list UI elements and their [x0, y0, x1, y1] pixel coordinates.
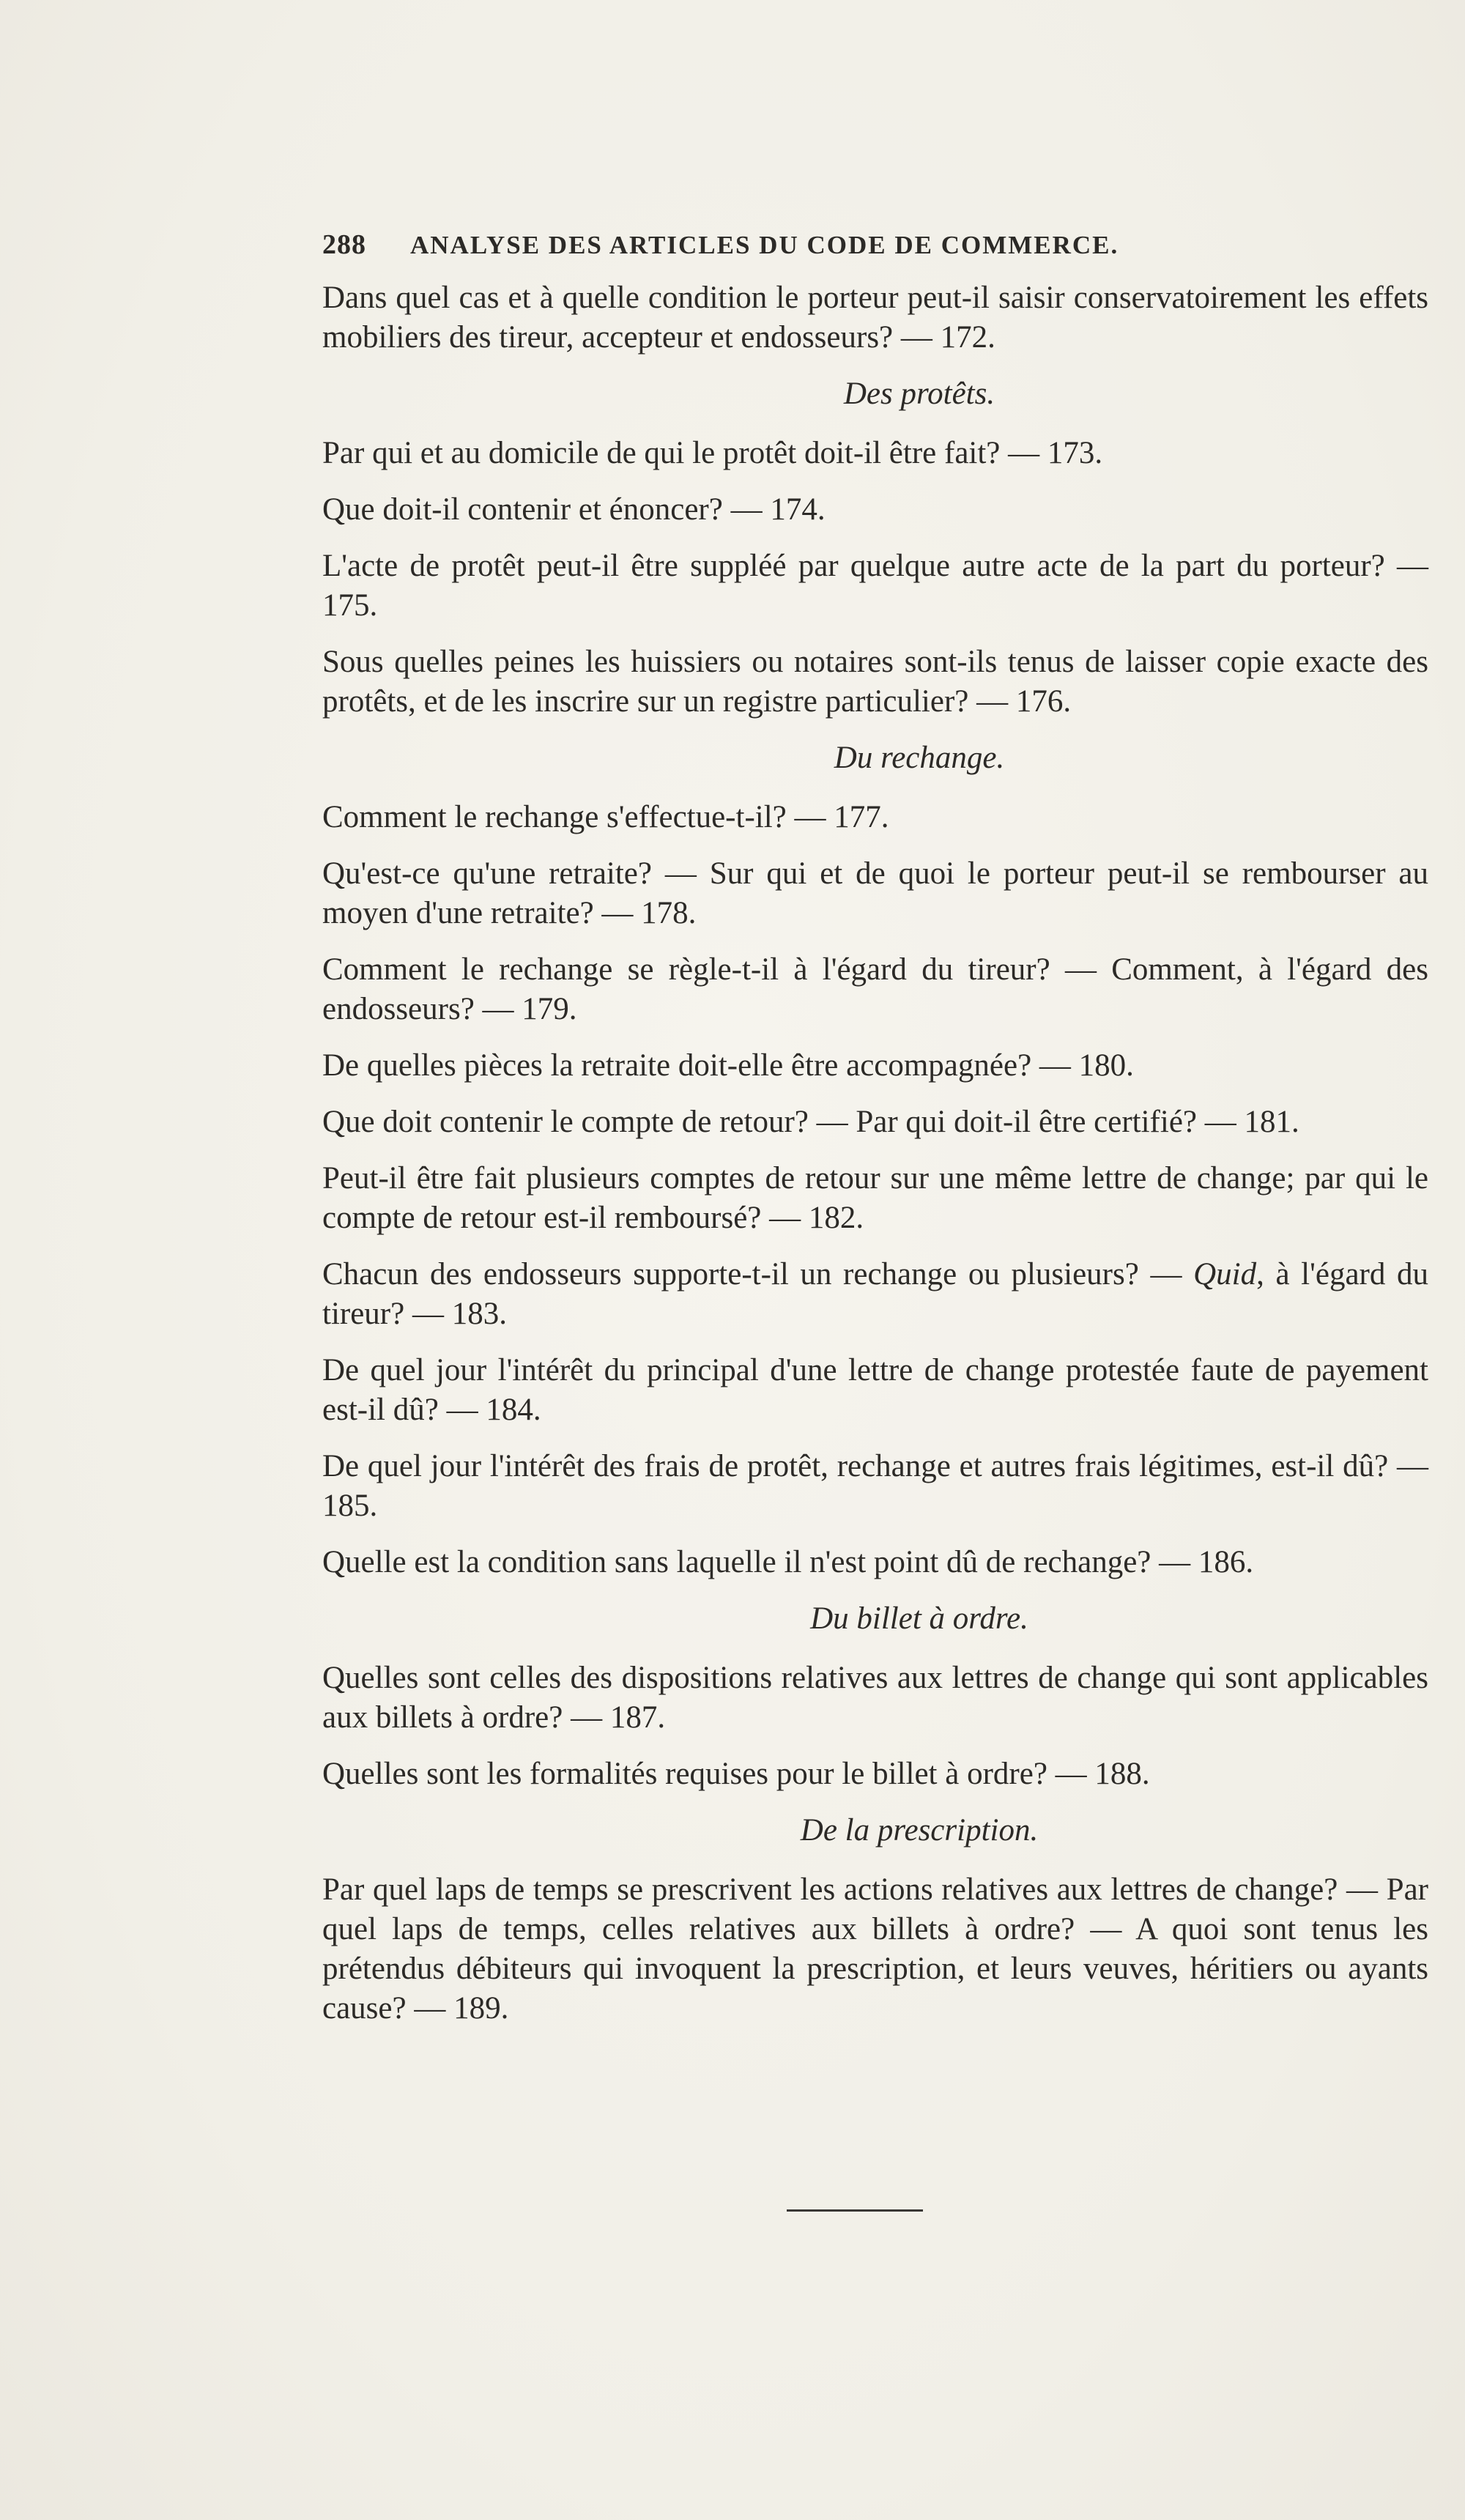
paragraph-189: Par quel laps de temps se prescrivent les actions relatives aux lettres de change? — Par quel laps de temps, celles relatives aux billets à ordre? — A quoi sont tenus les prétendus débiteurs qui invoquent la prescription, et leurs veuves, héritiers ou ayants cause? — 189. [322, 1872, 1428, 2026]
paragraph-183-quid: Quid [1193, 1257, 1257, 1292]
paragraph-183 [322, 1255, 1428, 1334]
paragraph-173: Par qui et au domicile de qui le protêt doit-il être fait? — 173. [322, 436, 1103, 470]
section-title-prescription: De la prescription. [800, 1813, 1039, 1848]
paragraph-172: Dans quel cas et à quelle condition le porteur peut-il saisir conservatoirement les effets mobiliers des tireur, accepteur et endosseurs? — 172. [322, 281, 1428, 355]
paragraph-182: Peut-il être fait plusieurs comptes de retour sur une même lettre de change; par qui le compte de retour est-il remboursé? — 182. [322, 1161, 1428, 1235]
page-body [322, 278, 1428, 2045]
paragraph-188: Quelles sont les formalités requises pour le billet à ordre? — 188. [322, 1757, 1150, 1791]
section-title-rechange: Du rechange. [834, 741, 1005, 775]
paragraph-178: Qu'est-ce qu'une retraite? — Sur qui et de quoi le porteur peut-il se rembourser au moyen d'une retraite? — 178. [322, 856, 1428, 930]
page-header [322, 229, 1260, 265]
paragraph-185: De quel jour l'intérêt des frais de protêt, rechange et autres frais légitimes, est-il dû? — 185. [322, 1449, 1428, 1523]
paragraph-176: Sous quelles peines les huissiers ou notaires sont-ils tenus de laisser copie exacte des protêts, et de les inscrire sur un registre particulier? — 176. [322, 645, 1428, 719]
paragraph-186: Quelle est la condition sans laquelle il n'est point dû de rechange? — 186. [322, 1545, 1254, 1579]
paragraph-183-start: Chacun des endosseurs supporte-t-il un rechange ou plusieurs? — [322, 1257, 1182, 1292]
paragraph-180: De quelles pièces la retraite doit-elle être accompagnée? — 180. [322, 1048, 1134, 1083]
section-title-protets: Des protêts. [843, 377, 995, 411]
paragraph-187: Quelles sont celles des dispositions relatives aux lettres de change qui sont applicables aux billets à ordre? — 187. [322, 1661, 1428, 1735]
end-rule [787, 2209, 923, 2212]
paragraph-181: Que doit contenir le compte de retour? — Par qui doit-il être certifié? — 181. [322, 1105, 1299, 1139]
paragraph-175: L'acte de protêt peut-il être suppléé par quelque autre acte de la part du porteur? — 175. [322, 549, 1428, 623]
page-number: 288 [322, 229, 366, 260]
paragraph-179: Comment le rechange se règle-t-il à l'égard du tireur? — Comment, à l'égard des endosseurs? — 179. [322, 952, 1428, 1026]
paragraph-174: Que doit-il contenir et énoncer? — 174. [322, 492, 826, 527]
paragraph-184: De quel jour l'intérêt du principal d'une lettre de change protestée faute de payement est-il dû? — 184. [322, 1353, 1428, 1427]
paragraph-177: Comment le rechange s'effectue-t-il? — 177. [322, 800, 889, 834]
section-title-billet: Du billet à ordre. [810, 1601, 1028, 1636]
paragraph-183-end: , à l'égard du tireur? — 183. [322, 1257, 1428, 1331]
running-title: ANALYSE DES ARTICLES DU CODE DE COMMERCE. [410, 231, 1119, 259]
